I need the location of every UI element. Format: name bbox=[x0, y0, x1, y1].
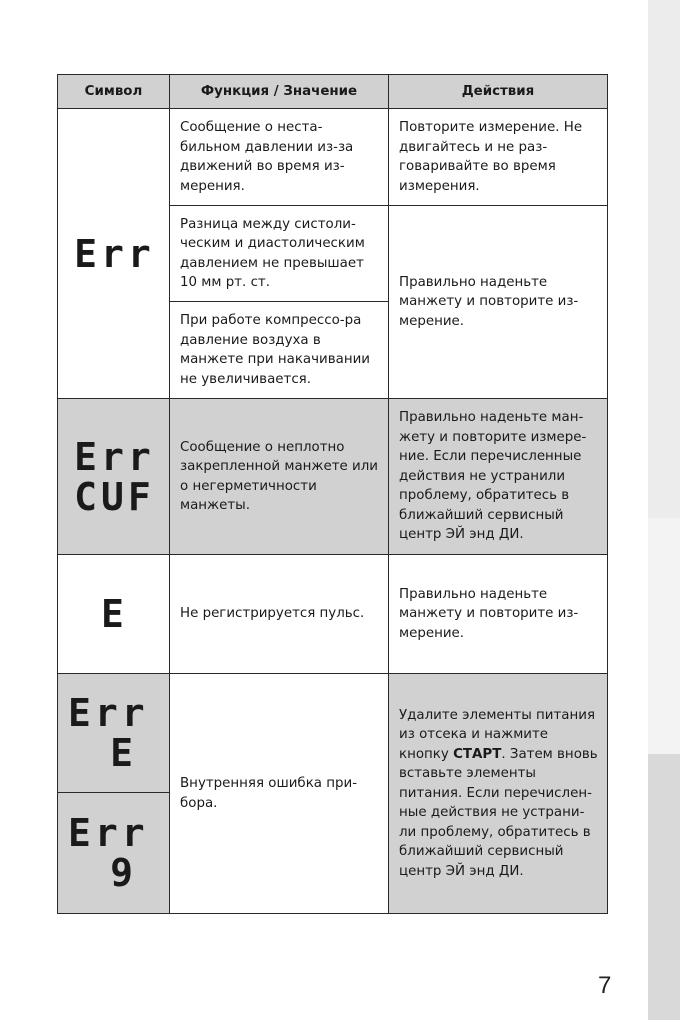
header-function: Функция / Значение bbox=[170, 75, 389, 109]
table-row bbox=[58, 109, 608, 206]
lcd-symbol-err: Err bbox=[74, 434, 155, 479]
action-cell: Правильно наденьте манжету и повторите из-мерение. bbox=[389, 206, 608, 399]
side-tab-middle bbox=[648, 518, 680, 754]
action-cell: Правильно наденьте манжету и повторите из-мерение. bbox=[389, 555, 608, 674]
lcd-symbol-err: Err bbox=[68, 691, 149, 735]
lcd-symbol-err: Err bbox=[74, 231, 155, 276]
side-tab-bottom bbox=[648, 754, 680, 1020]
lcd-symbol-9: 9 bbox=[110, 851, 137, 895]
symbol-cell-err-e bbox=[58, 674, 170, 793]
function-cell: Разница между систоли-ческим и диастолическим давлением не превышает 10 мм рт. ст. bbox=[170, 206, 389, 302]
table-row bbox=[58, 555, 608, 674]
symbol-cell-e bbox=[58, 555, 170, 674]
function-cell: Сообщение о неста-бильном давлении из-за движений во время из-мерения. bbox=[170, 109, 389, 206]
function-cell: При работе компрессо-ра давление воздуха в манжете при накачивании не увеличивается. bbox=[170, 302, 389, 399]
symbol-cell-err bbox=[58, 109, 170, 399]
lcd-symbol-err: Err bbox=[68, 811, 149, 855]
start-button-label: СТАРТ bbox=[453, 746, 502, 762]
lcd-symbol-e: E bbox=[110, 731, 137, 775]
lcd-symbol-cuf: CUF bbox=[74, 474, 155, 519]
error-codes-table bbox=[57, 74, 608, 914]
action-text: Удалите элементы питания из отсека и нажмите кнопку bbox=[399, 707, 596, 762]
action-cell: Правильно наденьте ман-жету и повторите измере-ние. Если перечисленные действия не устранили проблему, обратитесь в ближайший сервисный центр ЭЙ энд ДИ. bbox=[389, 399, 608, 555]
function-cell: Внутренняя ошибка при-бора. bbox=[170, 674, 389, 914]
function-cell: Не регистрируется пульс. bbox=[170, 555, 389, 674]
header-symbol: Символ bbox=[58, 75, 170, 109]
table-header-row bbox=[58, 75, 608, 109]
symbol-cell-err-9 bbox=[58, 793, 170, 914]
table-row bbox=[58, 674, 608, 793]
action-text: . Затем вновь вставьте элементы питания. Если перечислен-ные действия не устрани-ли проблему, обратитесь в ближайший сервисный центр ЭЙ энд ДИ. bbox=[399, 746, 598, 879]
table-row bbox=[58, 399, 608, 555]
action-cell bbox=[389, 674, 608, 914]
action-cell: Повторите измерение. Не двигайтесь и не раз-говаривайте во время измерения. bbox=[389, 109, 608, 206]
symbol-cell-err-cuf bbox=[58, 399, 170, 555]
lcd-symbol-e: E bbox=[101, 592, 128, 636]
page-number: 7 bbox=[598, 972, 612, 999]
header-actions: Действия bbox=[389, 75, 608, 109]
function-cell: Сообщение о неплотно закрепленной манжете или о негерметичности манжеты. bbox=[170, 399, 389, 555]
side-tab-top bbox=[648, 0, 680, 518]
